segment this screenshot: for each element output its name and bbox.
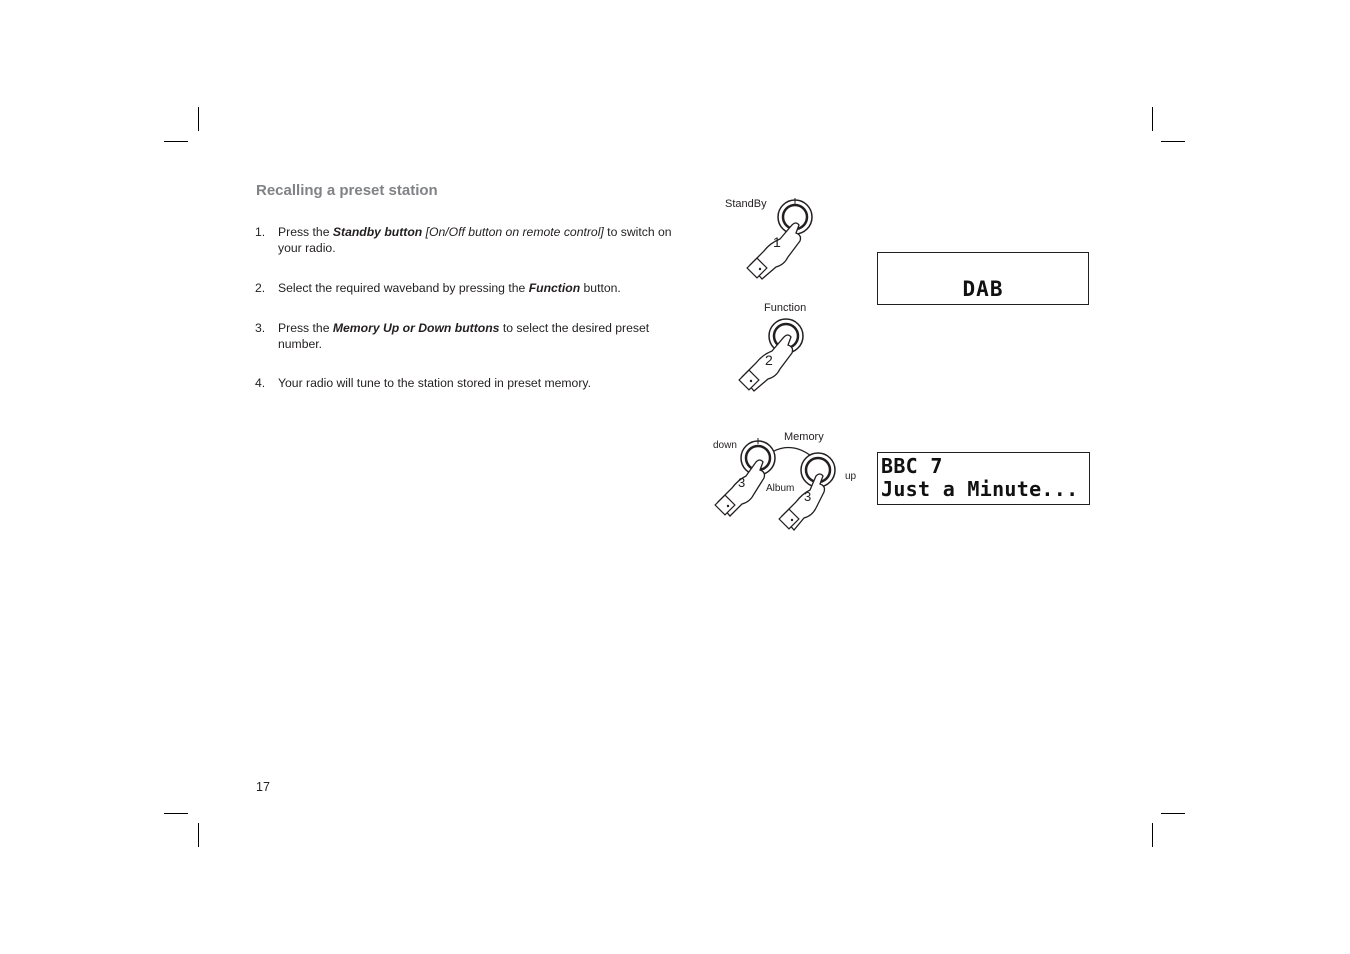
memory-buttons-illustration <box>712 432 852 532</box>
crop-mark <box>164 813 188 814</box>
crop-mark <box>1152 823 1153 847</box>
crop-mark <box>1161 813 1185 814</box>
step-emphasis: Function <box>528 281 581 295</box>
step-text <box>278 281 673 297</box>
crop-mark <box>164 141 188 142</box>
crop-mark <box>1161 141 1185 142</box>
page-number: 17 <box>256 780 270 794</box>
album-label: Album <box>766 483 795 494</box>
lcd-display-station <box>877 452 1090 505</box>
down-label: down <box>713 440 737 451</box>
lcd-line-1: DAB <box>962 277 1004 301</box>
up-label: up <box>845 471 857 482</box>
step-note: [On/Off button on remote control] <box>422 225 604 239</box>
step-text-part: Press the <box>278 225 333 239</box>
step-number: 3. <box>255 321 266 335</box>
step-text-part: to select the desired preset number. <box>278 321 650 351</box>
crop-mark <box>1152 107 1153 131</box>
step-text <box>278 376 673 392</box>
step-number: 1. <box>255 225 266 239</box>
step-badge: 3 <box>804 489 812 504</box>
step-emphasis: Memory Up or Down buttons <box>332 321 500 335</box>
step-badge: 1 <box>773 234 781 250</box>
crop-mark <box>198 823 199 847</box>
crop-mark <box>198 107 199 131</box>
section-heading: Recalling a preset station <box>256 182 438 199</box>
step-text <box>278 321 673 352</box>
step-badge: 2 <box>765 352 773 368</box>
step-text-part: Select the required waveband by pressing the <box>278 281 529 295</box>
step-text-part: to switch on your radio. <box>278 225 672 255</box>
step-badge: 3 <box>738 475 746 490</box>
memory-label: Memory <box>784 431 824 443</box>
step-text-part: button. <box>580 281 621 295</box>
lcd-line-2: Just a Minute... <box>881 477 1079 501</box>
step-number: 4. <box>255 376 266 390</box>
lcd-display-waveband <box>877 252 1089 305</box>
step-emphasis: Standby button <box>332 225 423 239</box>
standby-label: StandBy <box>725 198 767 210</box>
step-text-part: Your radio will tune to the station stored in preset memory. <box>278 376 591 390</box>
function-label: Function <box>764 302 807 314</box>
lcd-line-1: BBC 7 <box>881 454 943 478</box>
step-text <box>278 225 673 256</box>
step-number: 2. <box>255 281 266 295</box>
step-text-part: Press the <box>278 321 333 335</box>
